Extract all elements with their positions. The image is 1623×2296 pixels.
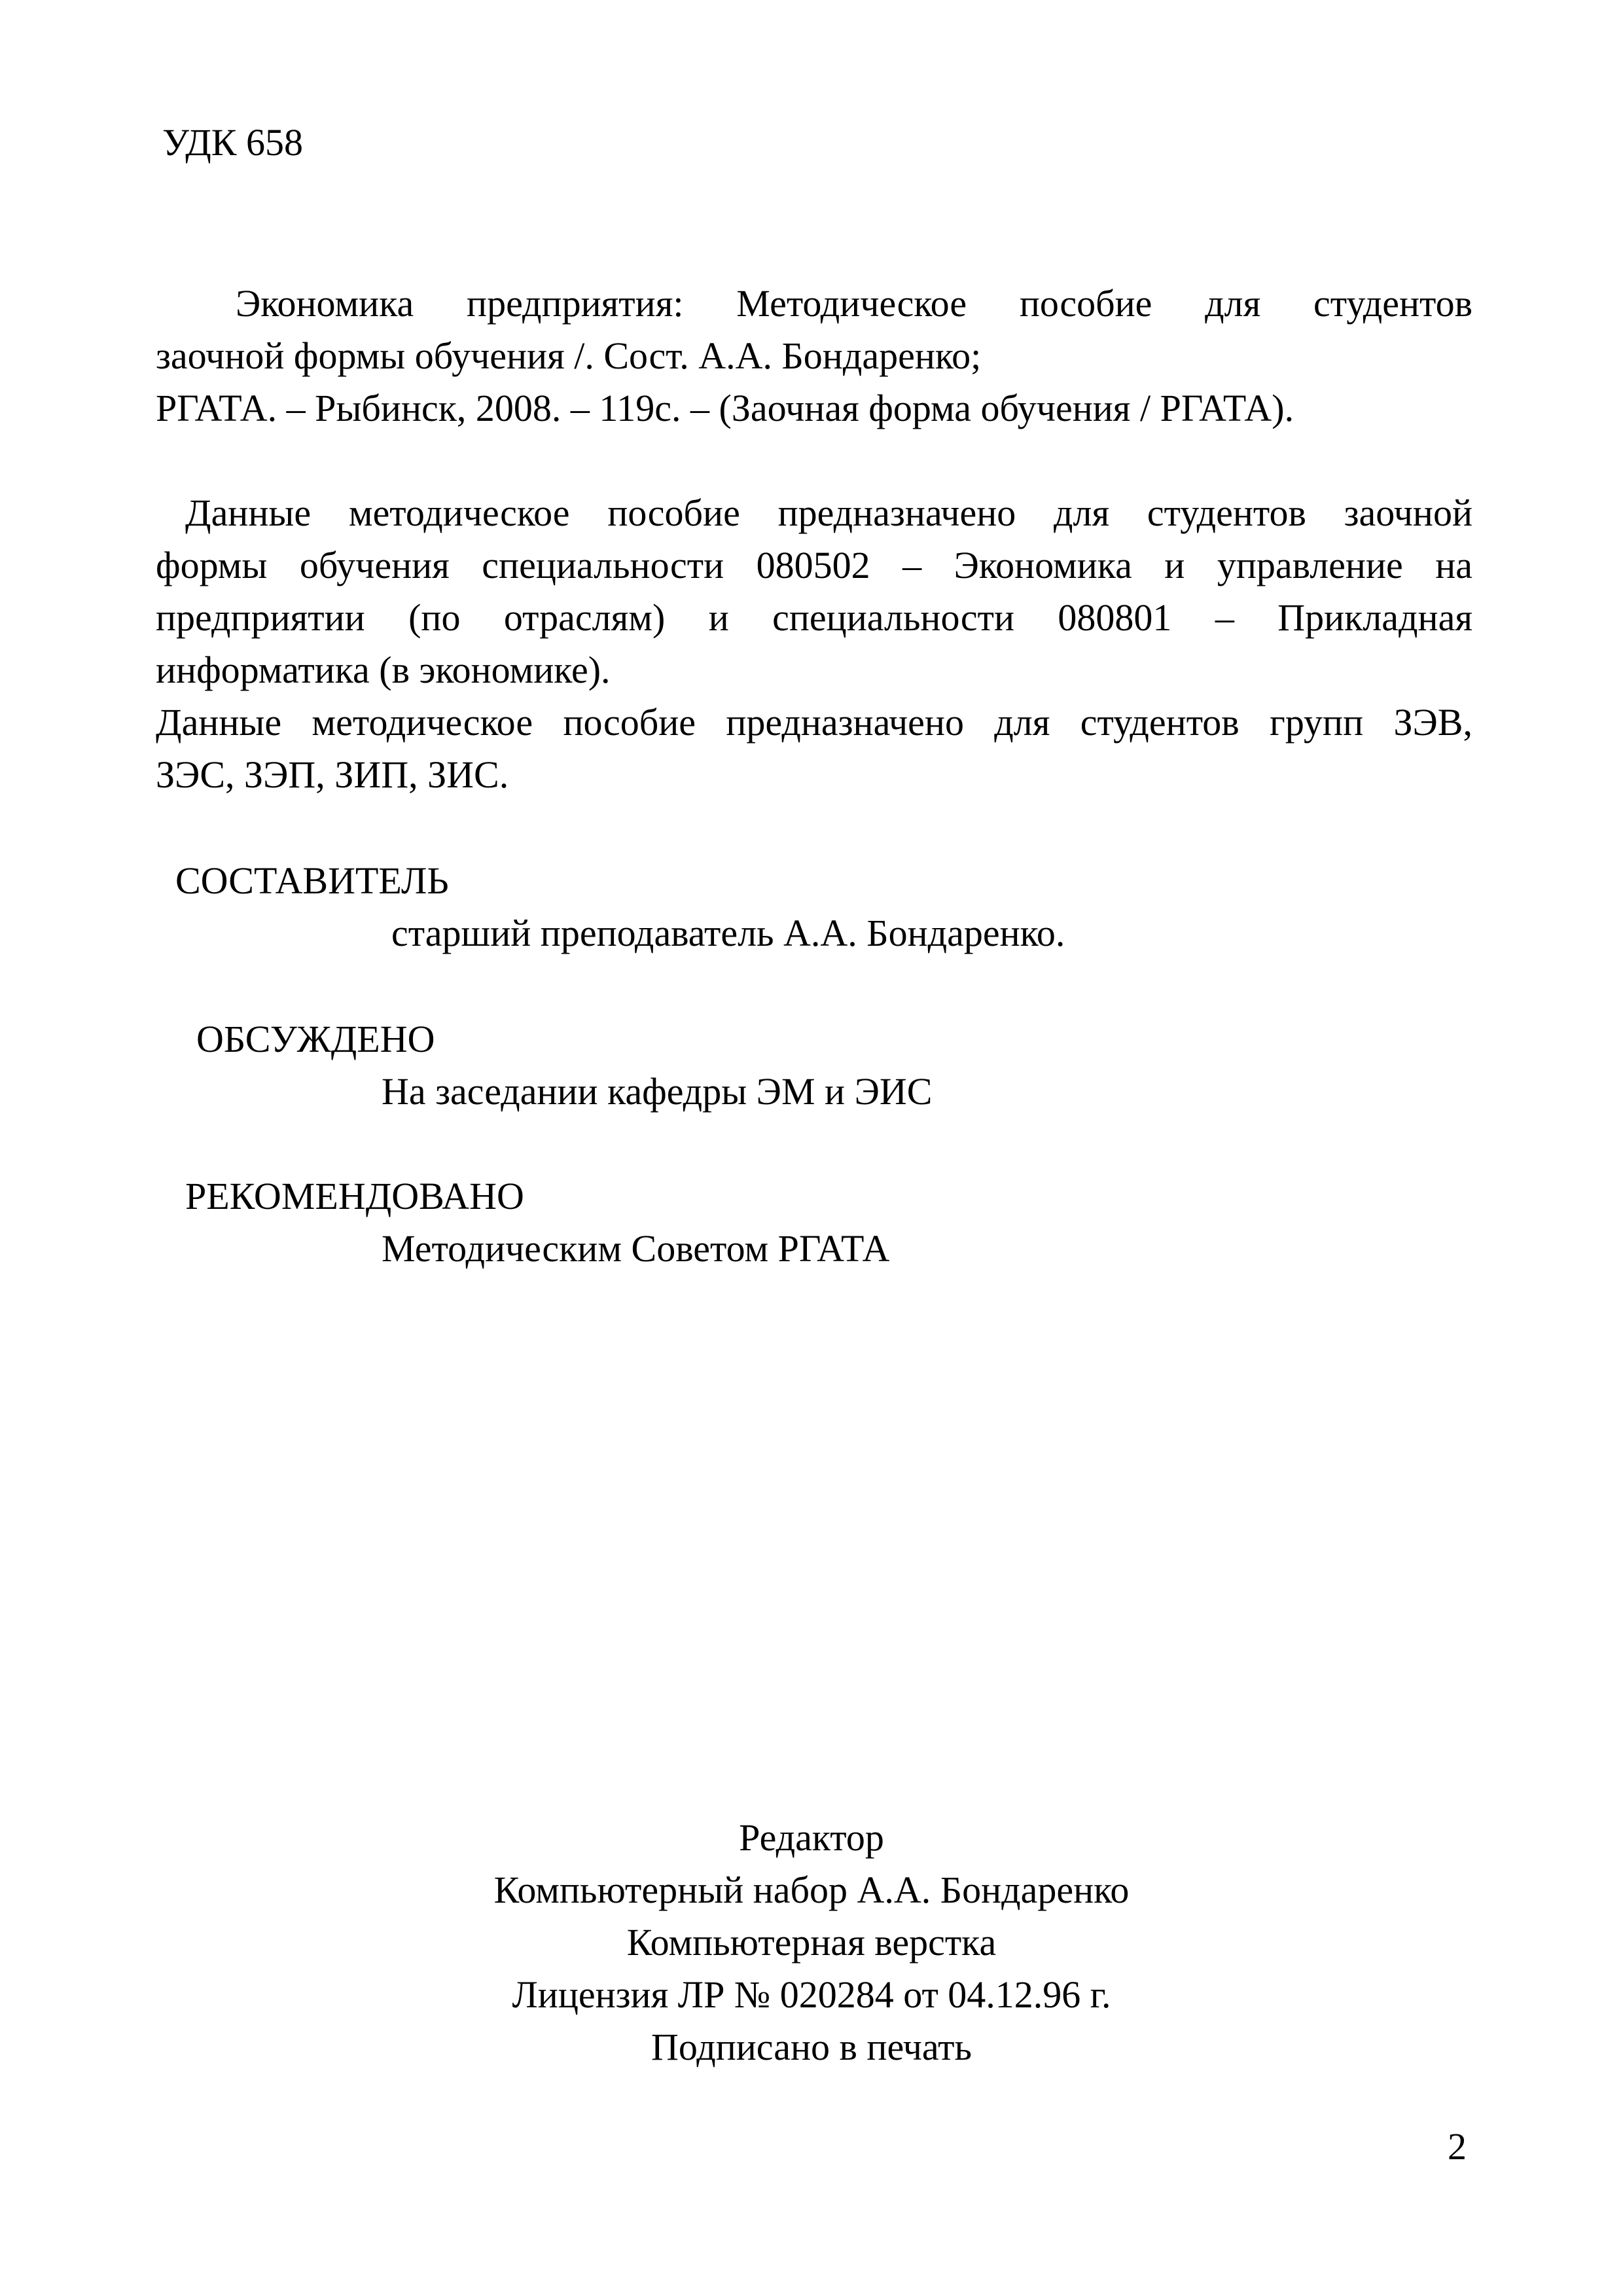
discussed-text: На заседании кафедры ЭМ и ЭИС xyxy=(382,1070,933,1113)
discussed-heading: ОБСУЖДЕНО xyxy=(196,1018,435,1060)
imprint-editor: Редактор xyxy=(739,1816,884,1859)
bibliography-line-2: заочной формы обучения /. Сост. А.А. Бондаренко; xyxy=(156,334,982,377)
udk-code: УДК 658 xyxy=(162,121,303,164)
annotation-line-6: ЗЭС, ЗЭП, ЗИП, ЗИС. xyxy=(156,753,509,796)
annotation-line-1: Данные методическое пособие предназначено для студентов заочной xyxy=(185,492,1472,534)
annotation-line-4: информатика (в экономике). xyxy=(156,649,611,691)
annotation-line-2: формы обучения специальности 080502 – Экономика и управление на xyxy=(156,544,1472,586)
compiler-heading: СОСТАВИТЕЛЬ xyxy=(175,859,449,902)
recommended-text: Методическим Советом РГАТА xyxy=(382,1227,890,1270)
bibliography-line-1: Экономика предприятия: Методическое пособие для студентов xyxy=(236,282,1472,325)
recommended-heading: РЕКОМЕНДОВАНО xyxy=(185,1175,524,1217)
annotation-line-5: Данные методическое пособие предназначено для студентов групп ЗЭВ, xyxy=(156,701,1472,744)
bibliography-line-3: РГАТА. – Рыбинск, 2008. – 119с. – (Заочная форма обучения / РГАТА). xyxy=(156,387,1294,429)
page-number: 2 xyxy=(1448,2125,1467,2168)
compiler-name: старший преподаватель А.А. Бондаренко. xyxy=(391,912,1065,954)
annotation-line-3: предприятии (по отраслям) и специальности 080801 – Прикладная xyxy=(156,596,1472,639)
imprint-typesetting: Компьютерный набор А.А. Бондаренко xyxy=(493,1869,1130,1911)
imprint-signed: Подписано в печать xyxy=(651,2026,972,2068)
imprint-license: Лицензия ЛР № 020284 от 04.12.96 г. xyxy=(512,1973,1111,2016)
imprint-layout: Компьютерная верстка xyxy=(626,1921,997,1964)
